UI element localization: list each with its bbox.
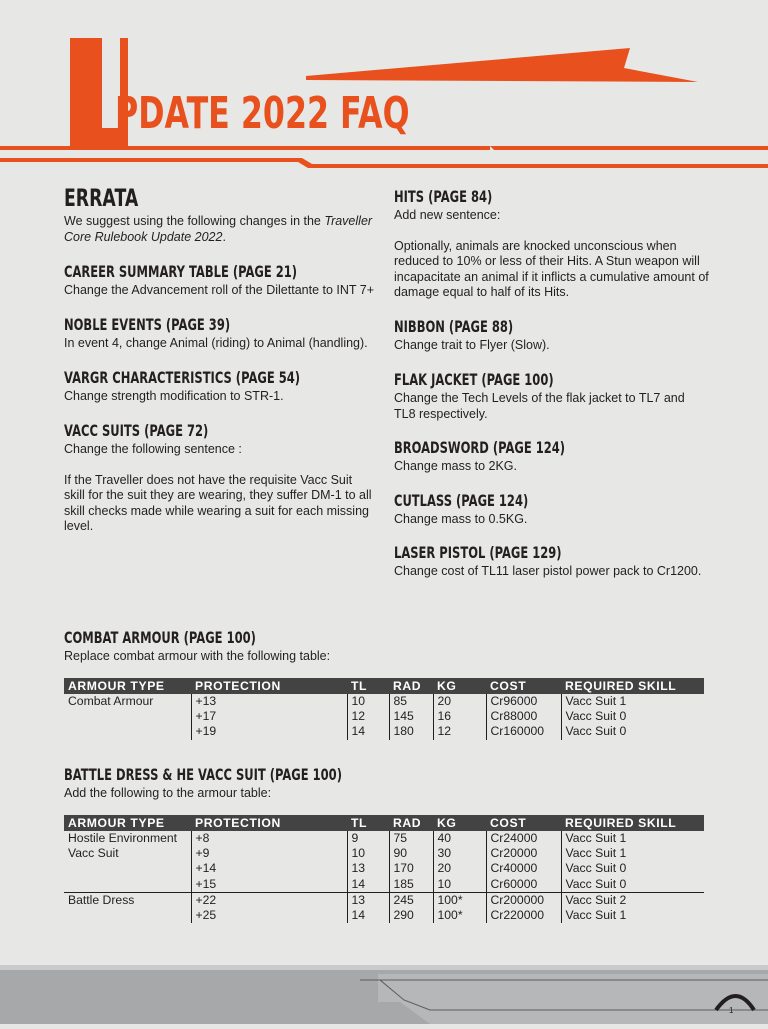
- table-cell: 245: [389, 892, 433, 908]
- table-cell: Vacc Suit 2: [561, 892, 704, 908]
- table-cell: Cr220000: [486, 908, 561, 923]
- table-cell: 85: [389, 694, 433, 709]
- table-cell: 145: [389, 709, 433, 724]
- table-cell: [64, 724, 191, 739]
- table-cell: +8: [191, 831, 347, 846]
- table-cell: Cr88000: [486, 709, 561, 724]
- battle-dress-table: [64, 815, 704, 923]
- combat-armour-table: [64, 678, 704, 740]
- table-cell: 75: [389, 831, 433, 846]
- section-body-extra: If the Traveller does not have the requisite Vacc Suit skill for the suit they are wearing, they suffer DM-1 to all skill checks made while wearing a suit for each missing level.: [64, 472, 372, 534]
- table-cell: 14: [347, 724, 389, 739]
- header-rule: [0, 146, 490, 150]
- table-cell: 20: [433, 861, 486, 876]
- table-cell: [64, 709, 191, 724]
- table-cell: 100*: [433, 892, 486, 908]
- section-heading: COMBAT ARMOUR (PAGE 100): [64, 628, 256, 647]
- section-career-summary: [64, 264, 388, 299]
- header-rule-lower: [0, 158, 768, 168]
- table-cell: 14: [347, 908, 389, 923]
- column-header: REQUIRED SKILL: [561, 678, 704, 694]
- table-cell: Vacc Suit 1: [561, 694, 704, 709]
- table-cell: 180: [389, 724, 433, 739]
- section-body: Change the Advancement roll of the Dilettante to INT 7+: [64, 283, 375, 297]
- section-body: Change cost of TL11 laser pistol power pack to Cr1200.: [394, 564, 702, 578]
- section-body: Change the Tech Levels of the flak jacket to TL7 and TL8 respectively.: [394, 391, 685, 421]
- column-header: TL: [347, 815, 389, 831]
- section-body: Replace combat armour with the following table:: [64, 649, 331, 663]
- section-heading: FLAK JACKET (PAGE 100): [394, 370, 554, 389]
- table-cell: Vacc Suit 1: [561, 908, 704, 923]
- page-number: 1: [729, 1006, 734, 1015]
- column-header: COST: [486, 815, 561, 831]
- table-cell: Cr96000: [486, 694, 561, 709]
- table-cell: Cr200000: [486, 892, 561, 908]
- page-footer: [0, 962, 768, 1024]
- table-cell: +19: [191, 724, 347, 739]
- table-cell: 30: [433, 846, 486, 861]
- section-combat-armour: [64, 630, 331, 665]
- footer-band-light: [0, 965, 768, 970]
- table-cell: 10: [433, 877, 486, 893]
- table-cell: Vacc Suit 0: [561, 724, 704, 739]
- table-cell: 12: [347, 709, 389, 724]
- section-heading: BROADSWORD (PAGE 124): [394, 438, 566, 457]
- section-heading: CAREER SUMMARY TABLE (PAGE 21): [64, 262, 298, 281]
- table-cell: Cr24000: [486, 831, 561, 846]
- table-cell: [64, 908, 191, 923]
- table-cell: Combat Armour: [68, 694, 154, 708]
- section-heading: HITS (PAGE 84): [394, 187, 493, 206]
- table-cell: 13: [347, 892, 389, 908]
- table-cell: +9: [191, 846, 347, 861]
- table-header-row: [64, 815, 704, 831]
- table-cell: 20: [433, 694, 486, 709]
- table-cell: Cr60000: [486, 877, 561, 893]
- table-cell: +13: [191, 694, 347, 709]
- table-cell: Vacc Suit: [68, 846, 119, 861]
- table-cell: Cr40000: [486, 861, 561, 876]
- section-heading: NOBLE EVENTS (PAGE 39): [64, 315, 231, 334]
- table-cell: 16: [433, 709, 486, 724]
- column-header: ARMOUR TYPE: [64, 678, 191, 694]
- section-heading: VARGR CHARACTERISTICS (PAGE 54): [64, 368, 301, 387]
- section-nibbon: [394, 319, 712, 354]
- column-header: REQUIRED SKILL: [561, 815, 704, 831]
- table-cell: Vacc Suit 1: [561, 831, 704, 846]
- table-cell: Hostile Environment: [68, 831, 178, 845]
- column-header: COST: [486, 678, 561, 694]
- section-noble-events: [64, 317, 384, 352]
- table-cell: 10: [347, 694, 389, 709]
- left-column: [64, 184, 384, 534]
- section-body: Change strength modification to STR-1.: [64, 389, 284, 403]
- column-header: RAD: [389, 815, 433, 831]
- section-body: In event 4, change Animal (riding) to Animal (handling).: [64, 336, 368, 350]
- table-cell: Vacc Suit 0: [561, 709, 704, 724]
- table-row: [64, 831, 704, 846]
- section-battle-dress: [64, 767, 450, 802]
- table-cell: [64, 877, 191, 893]
- page-header: [0, 0, 768, 175]
- table-row: [64, 694, 704, 709]
- section-heading: CUTLASS (PAGE 124): [394, 491, 529, 510]
- footer-graphic: [0, 962, 768, 1024]
- table-cell: 40: [433, 831, 486, 846]
- table-cell: +14: [191, 861, 347, 876]
- page-title: PDATE 2022 FAQ: [115, 88, 410, 139]
- table-row: [64, 861, 704, 876]
- section-body: Add new sentence:: [394, 208, 501, 222]
- table-cell: [64, 861, 191, 876]
- section-broadsword: [394, 440, 712, 475]
- table-row: [64, 724, 704, 739]
- table-cell: 9: [347, 831, 389, 846]
- section-cutlass: [394, 493, 712, 528]
- table-cell: 10: [347, 846, 389, 861]
- table-cell: 170: [389, 861, 433, 876]
- table-cell: 90: [389, 846, 433, 861]
- errata-heading: ERRATA: [64, 184, 139, 212]
- column-header: RAD: [389, 678, 433, 694]
- section-body: Change the following sentence :: [64, 442, 242, 456]
- table-cell: 14: [347, 877, 389, 893]
- arrow-streak: [306, 48, 698, 82]
- table-cell: 290: [389, 908, 433, 923]
- section-heading: BATTLE DRESS & HE VACC SUIT (PAGE 100): [64, 765, 342, 784]
- table-cell: Vacc Suit 1: [561, 846, 704, 861]
- column-header: PROTECTION: [191, 678, 347, 694]
- section-flak-jacket: [394, 372, 704, 422]
- section-hits: [394, 189, 712, 301]
- table-cell: 13: [347, 861, 389, 876]
- table-cell: 12: [433, 724, 486, 739]
- section-body-extra: Optionally, animals are knocked unconscious when reduced to 10% or less of their Hits. A Stun weapon will incapacitate an animal if it inflicts a cumulative amount of damage equal to half of its Hits.: [394, 238, 709, 300]
- table-cell: +22: [191, 892, 347, 908]
- table-cell: +17: [191, 709, 347, 724]
- table-cell: Cr160000: [486, 724, 561, 739]
- table-cell: Vacc Suit 0: [561, 877, 704, 893]
- section-vacc-suits: [64, 423, 374, 535]
- table-row: [64, 877, 704, 893]
- table-cell: +15: [191, 877, 347, 893]
- table-cell: 185: [389, 877, 433, 893]
- section-body: Change mass to 0.5KG.: [394, 512, 528, 526]
- errata-intro: We suggest using the following changes in the Traveller Core Rulebook Update 2022.: [64, 214, 373, 244]
- footer-inset: [378, 974, 768, 1024]
- table-row: [64, 908, 704, 923]
- table-row: [64, 892, 704, 908]
- table-cell: Cr20000: [486, 846, 561, 861]
- column-header: ARMOUR TYPE: [64, 815, 191, 831]
- section-body: Change trait to Flyer (Slow).: [394, 338, 550, 352]
- table-header-row: [64, 678, 704, 694]
- table-cell: Battle Dress: [64, 892, 191, 908]
- header-rule-slant: [490, 146, 768, 150]
- table-row: [64, 709, 704, 724]
- column-header: TL: [347, 678, 389, 694]
- section-laser-pistol: [394, 545, 734, 580]
- table-cell: Vacc Suit 0: [561, 861, 704, 876]
- section-vargr: [64, 370, 392, 405]
- column-header: KG: [433, 815, 486, 831]
- section-body: Add the following to the armour table:: [64, 786, 272, 800]
- table-cell: 100*: [433, 908, 486, 923]
- section-heading: NIBBON (PAGE 88): [394, 317, 514, 336]
- table-cell: +25: [191, 908, 347, 923]
- column-header: KG: [433, 678, 486, 694]
- column-header: PROTECTION: [191, 815, 347, 831]
- section-heading: LASER PISTOL (PAGE 129): [394, 543, 562, 562]
- table-row: [64, 846, 704, 861]
- section-body: Change mass to 2KG.: [394, 459, 517, 473]
- section-heading: VACC SUITS (PAGE 72): [64, 421, 209, 440]
